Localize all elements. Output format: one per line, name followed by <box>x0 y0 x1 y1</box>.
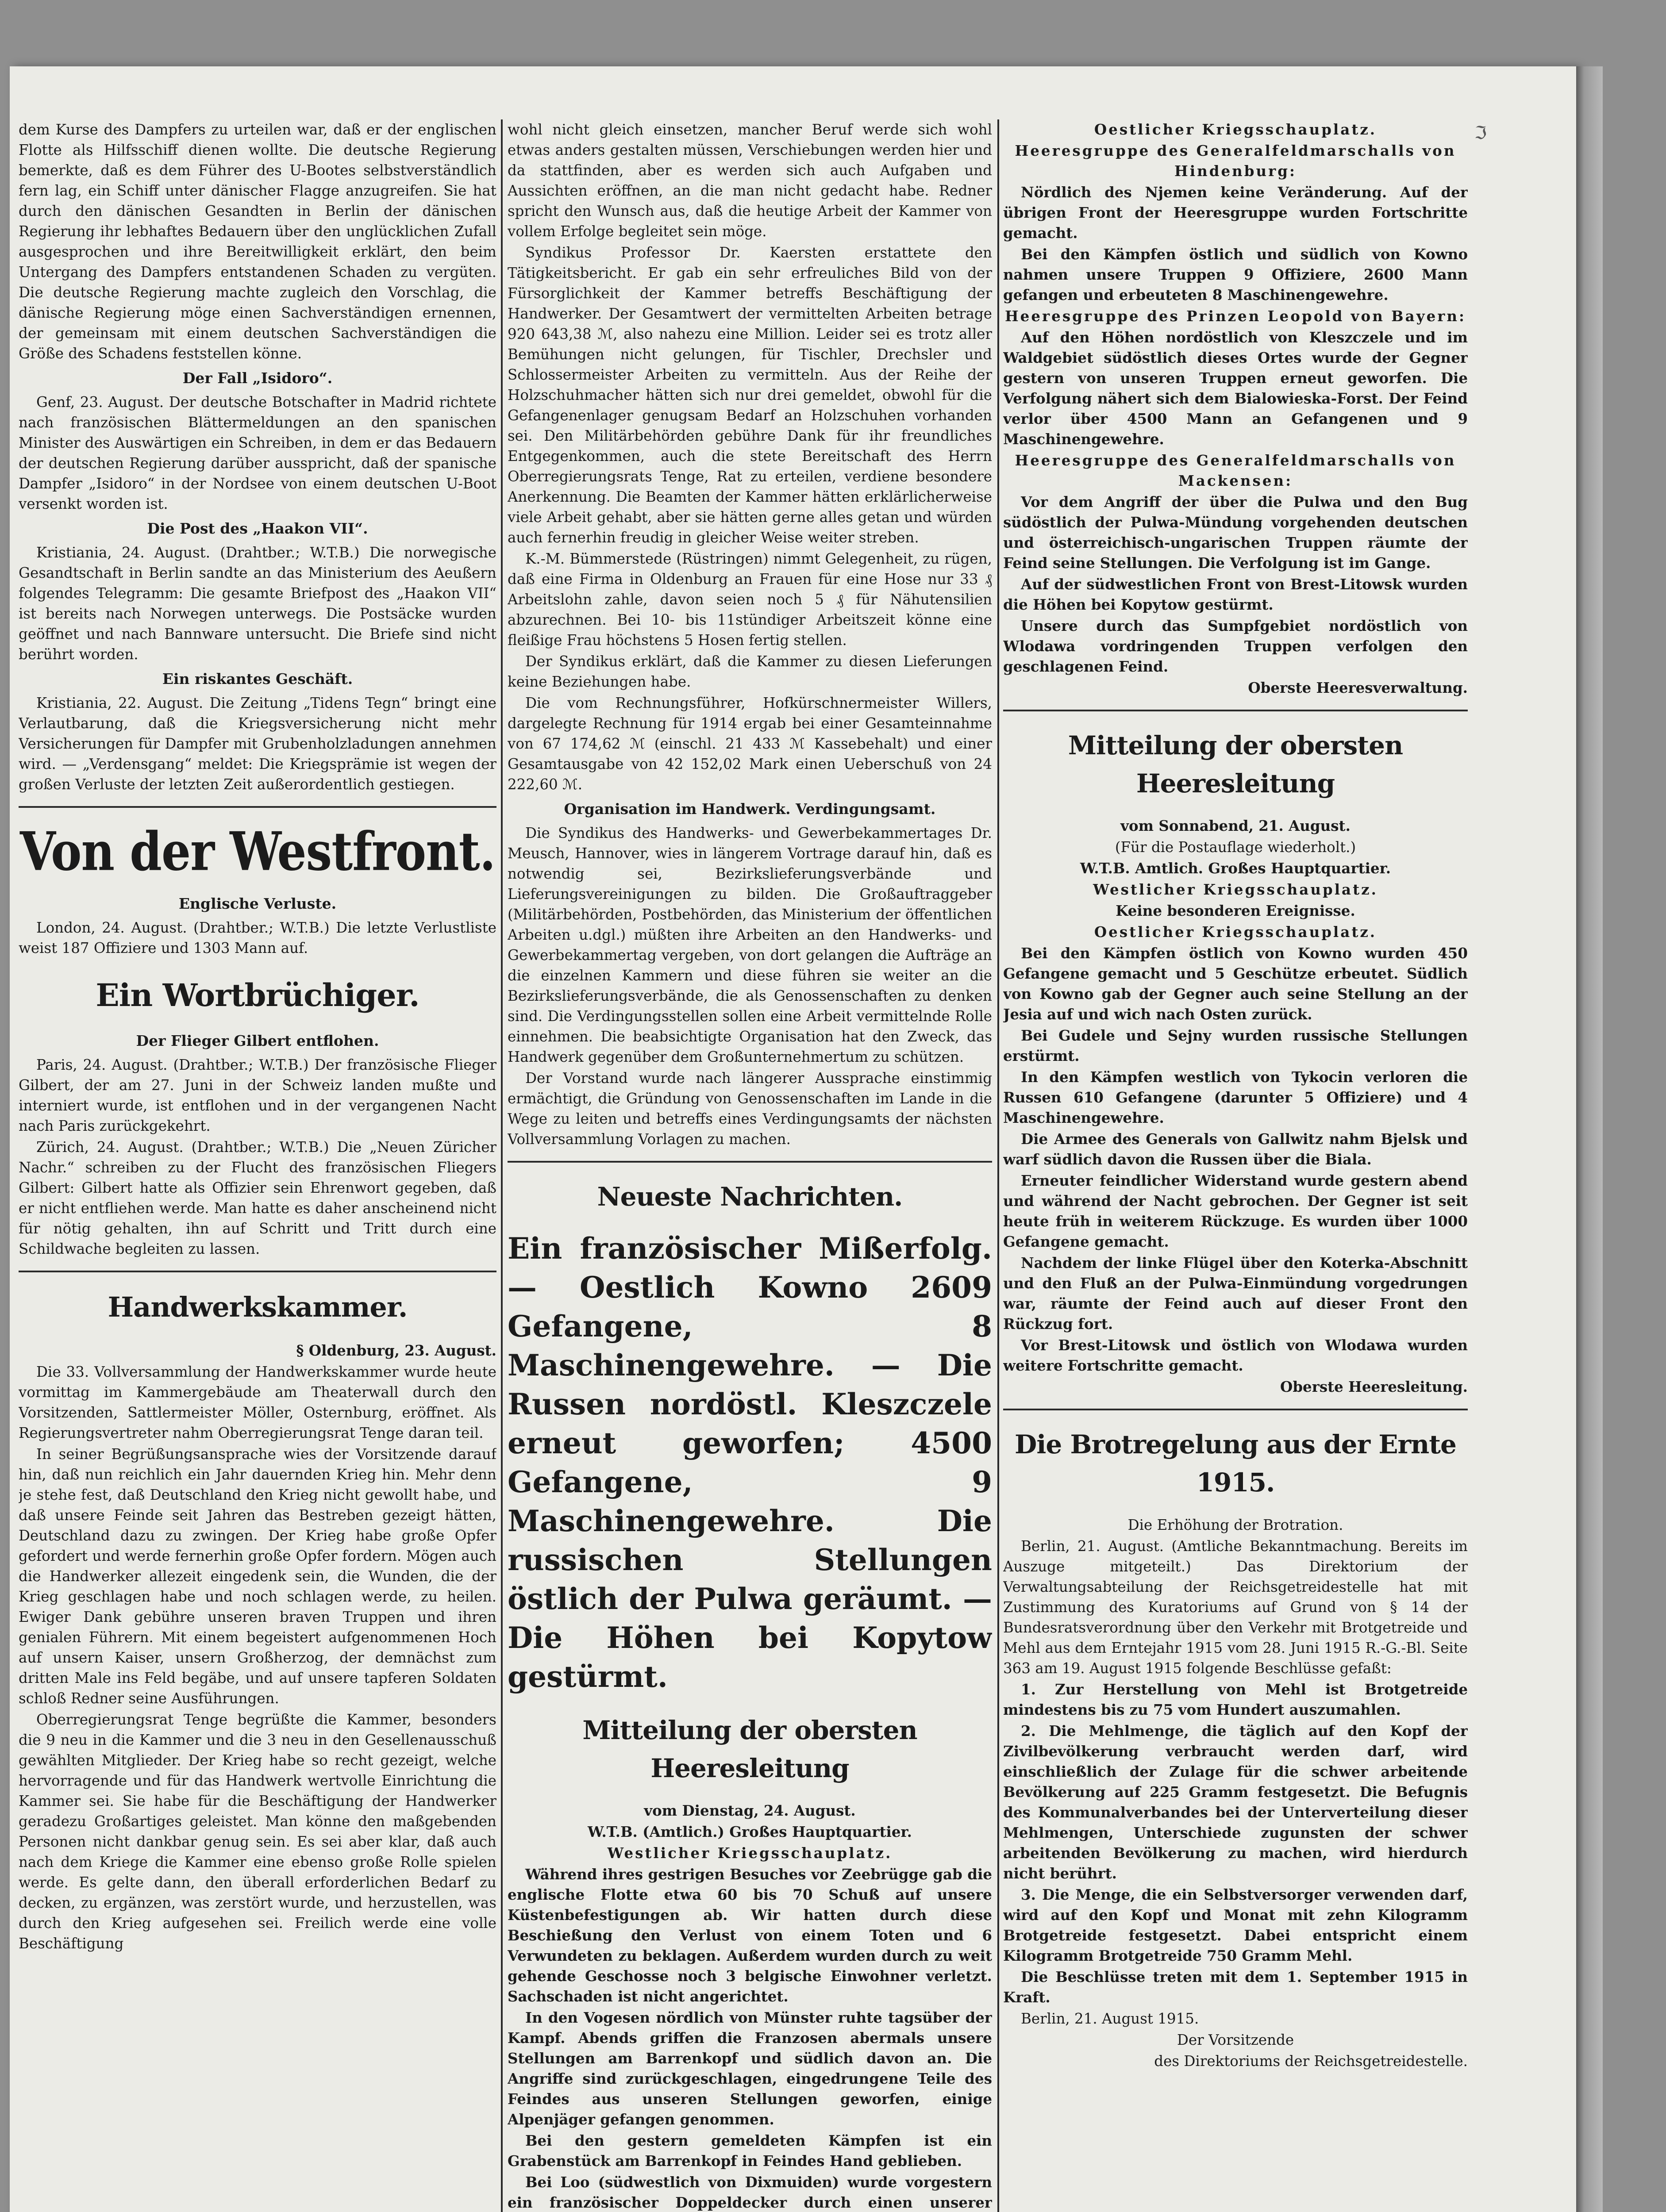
article-text: In seiner Begrüßungsansprache wies der Vorsitzende darauf hin, daß nun reichlich ein Jahr dauernden Krieg hin. Mehr denn je stehe fest, daß Deutschland den Krieg nicht gewollt habe, und daß unsere Feinde seit Jahren das Bestreben gezeigt hätten, Deutschland dazu zu zwingen. Der Krieg habe große Opfer gefordert und werde fernerhin große Opfer fordern. Mögen auch die Handwerker allezeit eingedenk sein, die Wunden, die der Krieg geschlagen habe und noch schlagen werde, zu heilen. Ewiger Dank gebühre unseren braven Truppen und ihren genialen Führern. Mit einem begeistert aufgenommenen Hoch auf unsern Kaiser, unsern Großherzog, der demnächst zum dritten Male ins Feld begäbe, und auf unsere tapferen Soldaten schloß Redner seine Ausführungen. <box>19 1446 496 1707</box>
article-headline: Mitteilung der obersten Heeresleitung <box>582 1715 917 1783</box>
divider <box>1003 710 1468 711</box>
note: (Für die Postauflage wiederholt.) <box>1115 839 1356 856</box>
article-text: Paris, 24. August. (Drahtber.; W.T.B.) Der französische Flieger Gilbert, der am 27. Juni in der Schweiz landen mußte und interniert wurde, ist entflohen und in der vergangenen Nacht nach Paris zurückgekehrt. <box>19 1056 496 1134</box>
subheading: Die Erhöhung der Brotration. <box>1127 1517 1343 1533</box>
article-text: In den Kämpfen westlich von Tykocin verloren die Russen 610 Gefangene (darunter 5 Offiziere) und 4 Maschinengewehre. <box>1003 1068 1468 1126</box>
article-text: London, 24. August. (Drahtber.; W.T.B.) Die letzte Verlustliste weist 187 Offiziere und 1303 Mann auf. <box>19 919 496 956</box>
article-text: Syndikus Professor Dr. Kaersten erstattete den Tätigkeitsbericht. Er gab ein sehr erfreuliches Bild von der Fürsorglichkeit der Kammer betreffs Beschäftigung der Handwerker. Der Gesamtwert der vermittelten Arbeiten betrage 920 643,38 ℳ, also nahezu eine Million. Leider sei es trotz aller Bemühungen nicht gelungen, für Tischler, Drechsler und Schlossermeister Arbeiten zu vermitteln. Aus der Reihe der Holzschuhmacher hätten sich nur drei gemeldet, obwohl für die Gefangenenlager genugsam Bedarf an Holzschuhen vorhanden sei. Den Militärbehörden gebühre Dank für ihr freundliches Entgegenkommen, auch die stete Bereitschaft des Herrn Oberregierungsrats Tenge, Rat zu erteilen, verdiene besondere Anerkennung. Die Beamten der Kammer hätten erklärlicherweise viele Arbeit gehabt, aber sie hätten gerne alles getan und würden auch fernerhin freudig in gleicher Weise weiter streben. <box>508 244 992 546</box>
article-text: 3. Die Menge, die ein Selbstversorger verwenden darf, wird auf den Kopf und Monat mit zehn Kilogramm Brotgetreide festgesetzt. Dabei entspricht einem Kilogramm Brotgetreide 750 Gramm Mehl. <box>1003 1886 1468 1964</box>
article-text: Die Armee des Generals von Gallwitz nahm Bjelsk und warf südlich davon die Russen über die Biala. <box>1003 1130 1468 1168</box>
article-text: Der Vorstand wurde nach längerer Aussprache einstimmig ermächtigt, die Gründung von Genossenschaften im Lande in die Wege zu leiten und betreffs eines Verdingungsamts der nächsten Vollversammlung Vorlagen zu machen. <box>508 1070 992 1148</box>
article-text: Erneuter feindlicher Widerstand wurde gestern abend und während der Nacht gebrochen. Der Gegner ist seit heute früh in weiterem Rückzuge. Es wurden über 1000 Gefangene gemacht. <box>1003 1172 1468 1250</box>
article-text: Berlin, 21. August. (Amtliche Bekanntmachung. Bereits im Auszuge mitgeteilt.) Das Direktorium der Verwaltungsabteilung der Reichsgetreidestelle hat mit Zustimmung des Kuratoriums auf Grund von § 14 der Bundesratsverordnung über den Verkehr mit Brotgetreide und Mehl aus dem Erntejahr 1915 vom 28. Juni 1915 R.-G.-Bl. Seite 363 am 19. August 1915 folgende Beschlüsse gefaßt: <box>1003 1538 1468 1677</box>
article-text: Der Syndikus erklärt, daß die Kammer zu diesen Lieferungen keine Beziehungen habe. <box>508 653 992 690</box>
article-text: Bei Gudele und Sejny wurden russische Stellungen erstürmt. <box>1003 1027 1468 1064</box>
article-text: wohl nicht gleich einsetzen, mancher Beruf werde sich wohl etwas anders gestalten müssen, Verschiebungen werden hier und da stattfinden, aber es werden sich auch Aufgaben und Aussichten eröffnen, an die man nicht gedacht habe. Redner spricht den Wunsch aus, daß die heutige Arbeit der Kammer von vollem Erfolge begleitet sein möge. <box>508 121 992 240</box>
divider <box>19 1271 496 1272</box>
article-text: Oberregierungsrat Tenge begrüßte die Kammer, besonders die 9 neu in die Kammer und die 3 neu in den Gesellenausschuß gewählten Mitglieder. Der Krieg habe so recht gezeigt, welche hervorragende und für das Handwerk wertvolle Einrichtung die Kammer sei. Sie habe für die Beschäftigung der Handwerker geradezu Großartiges geleistet. Man könne den maßgebenden Personen nicht dankbar genug sein. Es sei aber klar, daß auch nach dem Kriege die Kammer eine ebenso große Rolle spielen werde. Es gelte dann, den überall erforderlichen Bedarf zu decken, zu ergänzen, was zerstört wurde, und herzustellen, was durch den Krieg aufgesehen sei. Freilich werde eine volle Beschäftigung <box>19 1711 496 1952</box>
section-heading: Ein riskantes Geschäft. <box>162 670 353 687</box>
article-text: Die Syndikus des Handwerks- und Gewerbekammertages Dr. Meusch, Hannover, wies in längerem Vortrage darauf hin, daß es notwendig sei, Bezirkslieferungsverbände und Lieferungsvereinigungen zu bilden. Die Großauftraggeber (Militärbehörden, Postbehörden, das Ministerium der öffentlichen Arbeiten u.dgl.) müßten ihre Arbeiten an den Handwerks- und Gewerbekammertag vergeben, von dort gelangen die Aufträge an die einzelnen Kammern und diese führen sie weiter an die Bezirkslieferungsverbände, die als Genossenschaften zu denken sind. Die Verdingungsstellen sollen eine Arbeit vermittelnde Rolle einnehmen. Die beabsichtigte Organisation hat den Zweck, das Handwerk gegenüber dem Großunternehmertum zu schützen. <box>508 825 992 1065</box>
article-headline: Die Brotregelung aus der Ernte 1915. <box>1015 1429 1456 1498</box>
section-heading: Der Flieger Gilbert entflohen. <box>136 1032 379 1049</box>
subheading: Oestlicher Kriegsschauplatz. <box>1094 121 1377 138</box>
dateline: vom Sonnabend, 21. August. <box>1120 817 1350 834</box>
article-text: Auf den Höhen nordöstlich von Kleszczele und im Waldgebiet südöstlich dieses Ortes wurde der Gegner gestern von unseren Truppen erneut geworfen. Die Verfolgung nähert sich dem Bialowieska-Forst. Der Feind verlor über 4500 Mann an Gefangenen und 9 Maschinengewehre. <box>1003 329 1468 448</box>
article-text: Keine besonderen Ereignisse. <box>1116 902 1355 919</box>
subheading: Heeresgruppe des Prinzen Leopold von Bayern: <box>1004 307 1466 325</box>
article-text: Bei Loo (südwestlich von Dixmuiden) wurde vorgestern ein französischer Doppeldecker durch einen unserer <box>508 2174 992 2211</box>
article-text: Bei den gestern gemeldeten Kämpfen ist ein Grabenstück am Barrenkopf in Feindes Hand geblieben. <box>508 2132 992 2170</box>
article-text: dem Kurse des Dampfers zu urteilen war, daß er der englischen Flotte als Hilfsschiff dienen wollte. Die deutsche Regierung bemerkte, daß es dem Führer des U-Bootes selbstverständlich fern lag, ein Schiff unter dänischer Flagge anzugreifen. Sie hat durch den dänischen Gesandten in Berlin der dänischen Regierung ihr lebhaftes Bedauern über den unglücklichen Zufall ausgesprochen und ihre Bereitwilligkeit erklärt, den beim Untergang des Dampfers entstandenen Schaden zu vergüten. Die deutsche Regierung machte zugleich den Vorschlag, die dänische Regierung möge einen Sachverständigen ernennen, der gemeinsam mit einem deutschen Sachverständigen die Größe des Schadens feststellen könne. <box>19 121 496 362</box>
divider <box>19 806 496 808</box>
major-headline: Von der Westfront. <box>19 820 496 883</box>
signature: Der Vorsitzende <box>1177 2032 1294 2048</box>
article-text: Während ihres gestrigen Besuches vor Zeebrügge gab die englische Flotte etwa 60 bis 70 Schuß auf unsere Küstenbefestigungen ab. Wir hatten durch diese Beschießung den Verlust von einem Toten und 6 Verwundeten zu beklagen. Außerdem wurden durch zu weit gehende Geschosse noch 3 belgische Einwohner verletzt. Sachschaden ist nicht angerichtet. <box>508 1866 992 2005</box>
article-text: Die Beschlüsse treten mit dem 1. September 1915 in Kraft. <box>1003 1968 1468 2006</box>
dateline: § Oldenburg, 23. August. <box>296 1342 496 1359</box>
page-edge <box>1576 66 1603 2212</box>
article-text: Bei den Kämpfen östlich von Kowno wurden 450 Gefangene gemacht und 5 Geschütze erbeutet. Südlich von Kowno gab der Gegner auch seine Stellung an der Jesia auf und wich nach Osten zurück. <box>1003 945 1468 1023</box>
article-text: Die 33. Vollversammlung der Handwerkskammer wurde heute vormittag im Kammergebäude am Theaterwall durch den Vorsitzenden, Sattlermeister Möller, Osternburg, eröffnet. Als Regierungsvertreter nahm Oberregierungsrat Tenge daran teil. <box>19 1363 496 1441</box>
article-text: Nachdem der linke Flügel über den Koterka-Abschnitt und den Fluß an der Pulwa-Einmündung vorgedrungen war, räumte der Feind auch auf dieser Front den Rückzug fort. <box>1003 1254 1468 1333</box>
section-heading: Der Fall „Isidoro“. <box>182 369 333 387</box>
subheading: Heeresgruppe des Generalfeldmarschalls von Hindenburg: <box>1015 142 1456 180</box>
source-line: W.T.B. Amtlich. Großes Hauptquartier. <box>1080 860 1391 877</box>
dateline: vom Dienstag, 24. August. <box>644 1802 856 1819</box>
newspaper-page <box>10 66 1576 2212</box>
column-3 <box>1003 119 1468 2212</box>
article-text: Zürich, 24. August. (Drahtber.; W.T.B.) Die „Neuen Züricher Nachr.“ schreiben zu der Flucht des französischen Fliegers Gilbert: Gilbert hatte als Offizier sein Ehrenwort gegeben, daß er nicht entfliehen werde. Man hatte es daher anscheinend nicht für nötig gehalten, ihn auf Schritt und Tritt durch eine Schildwache begleiten zu lassen. <box>19 1139 496 1257</box>
subheading: Oestlicher Kriegsschauplatz. <box>1094 923 1377 941</box>
article-text: Genf, 23. August. Der deutsche Botschafter in Madrid richtete nach französischen Blättermeldungen an den spanischen Minister des Auswärtigen ein Schreiben, in dem er das Bedauern der deutschen Regierung darüber ausspricht, daß der spanische Dampfer „Isidoro“ in der Nordsee von einem deutschen U-Boot versenkt worden ist. <box>19 394 496 512</box>
subheading: Westlicher Kriegsschauplatz. <box>607 1844 893 1862</box>
article-text: In den Vogesen nördlich von Münster ruhte tagsüber der Kampf. Abends griffen die Franzosen abermals unsere Stellungen am Barrenkopf und südlich davon an. Die Angriffe sind zurückgeschlagen, eingedrungene Teile des Feindes aus unseren Stellungen geworfen, einige Alpenjäger gefangen genommen. <box>508 2009 992 2128</box>
article-headline: Neueste Nachrichten. <box>597 1182 903 1212</box>
article-text: Kristiania, 24. August. (Drahtber.; W.T.B.) Die norwegische Gesandtschaft in Berlin sandte an das Ministerium des Aeußern folgendes Telegramm: Die gesamte Briefpost des „Haakon VII“ ist bereits nach Norwegen unterwegs. Die Postsäcke wurden geöffnet und nach Bannware untersucht. Die Briefe sind nicht berührt worden. <box>19 544 496 663</box>
subheading: Westlicher Kriegsschauplatz. <box>1093 881 1378 898</box>
column-rule <box>997 119 999 2212</box>
article-text: K.-M. Bümmerstede (Rüstringen) nimmt Gelegenheit, zu rügen, daß eine Firma in Oldenburg an Frauen für eine Hose nur 33 ₰ Arbeitslohn zahle, davon seien noch 5 ₰ für Nähutensilien abzurechnen. Bei 10- bis 11stündiger Arbeitszeit könne eine fleißige Frau höchstens 5 Hosen fertig stellen. <box>508 550 992 649</box>
signature: Oberste Heeresverwaltung. <box>1248 679 1468 696</box>
article-text: Bei den Kämpfen östlich und südlich von Kowno nahmen unsere Truppen 9 Offiziere, 2600 Mann gefangen und erbeuteten 8 Maschinengewehre. <box>1003 246 1468 303</box>
article-text: 2. Die Mehlmenge, die täglich auf den Kopf der Zivilbevölkerung verbraucht werden darf, wird einschließlich der Zulage für die schwer arbeitende Bevölkerung auf 225 Gramm festgesetzt. Die Befugnis des Kommunalverbandes bei der Unterverteilung dieser Mehlmengen, Unterschiede zugunsten der schwer arbeitenden Bevölkerung zu machen, wird hierdurch nicht berührt. <box>1003 1722 1468 1882</box>
article-text: Vor Brest-Litowsk und östlich von Wlodawa wurden weitere Fortschritte gemacht. <box>1003 1336 1468 1374</box>
dateline: Berlin, 21. August 1915. <box>1021 2010 1199 2027</box>
article-headline: Ein Wortbrüchiger. <box>96 977 419 1014</box>
column-2 <box>508 119 992 2212</box>
divider <box>508 1161 992 1163</box>
subheading: Heeresgruppe des Generalfeldmarschalls von Mackensen: <box>1015 452 1456 489</box>
news-summary-headline: Ein französischer Mißerfolg. — Oestlich Kowno 2609 Gefangene, 8 Maschinengewehre. — Die Russen nordöstl. Kleszczele erneut geworfen; 4500 Gefangene, 9 Maschinengewehre. Die russischen Stellungen östlich der Pulwa geräumt. — Die Höhen bei Kopytow gestürmt. <box>508 1231 992 1694</box>
signature: des Direktoriums der Reichsgetreidestelle. <box>1154 2053 1468 2070</box>
article-text: Unsere durch das Sumpfgebiet nordöstlich von Wlodawa vordringenden Truppen verfolgen den geschlagenen Feind. <box>1003 617 1468 675</box>
article-text: Vor dem Angriff der über die Pulwa und den Bug südöstlich der Pulwa-Mündung vorgehenden deutschen und österreichisch-ungarischen Truppen räumte der Feind seine Stellungen. Die Verfolgung ist im Gange. <box>1003 493 1468 572</box>
article-text: Die vom Rechnungsführer, Hofkürschnermeister Willers, dargelegte Rechnung für 1914 ergab bei einer Gesamteinnahme von 67 174,62 ℳ (einschl. 21 433 ℳ Kassebehalt) und einer Gesamtausgabe von 42 152,02 Mark einen Ueberschuß von 24 222,60 ℳ. <box>508 695 992 793</box>
divider <box>1003 1409 1468 1410</box>
source-line: W.T.B. (Amtlich.) Großes Hauptquartier. <box>588 1823 912 1840</box>
section-heading: Organisation im Handwerk. Verdingungsamt. <box>564 800 936 818</box>
signature: Oberste Heeresleitung. <box>1280 1378 1468 1395</box>
article-text: Kristiania, 22. August. Die Zeitung „Tidens Tegn“ bringt eine Verlautbarung, daß die Kriegsversicherung nicht mehr Versicherungen für Dampfer mit Grubenholzladungen annehmen wird. — „Verdensgang“ meldet: Die Kriegsprämie ist wegen der großen Verluste der letzten Zeit außerordentlich gestiegen. <box>19 695 496 793</box>
column-1 <box>19 119 496 2212</box>
corner-mark: ℑ <box>1474 123 1487 143</box>
article-headline: Handwerkskammer. <box>108 1291 408 1323</box>
column-rule <box>501 119 503 2212</box>
article-text: Nördlich des Njemen keine Veränderung. Auf der übrigen Front der Heeresgruppe wurden Fortschritte gemacht. <box>1003 184 1468 242</box>
section-heading: Englische Verluste. <box>178 895 337 912</box>
article-text: Auf der südwestlichen Front von Brest-Litowsk wurden die Höhen bei Kopytow gestürmt. <box>1003 576 1468 613</box>
section-heading: Die Post des „Haakon VII“. <box>147 520 368 537</box>
article-headline: Mitteilung der obersten Heeresleitung <box>1068 730 1403 799</box>
article-text: 1. Zur Herstellung von Mehl ist Brotgetreide mindestens bis zu 75 vom Hundert auszumahlen. <box>1003 1681 1468 1718</box>
